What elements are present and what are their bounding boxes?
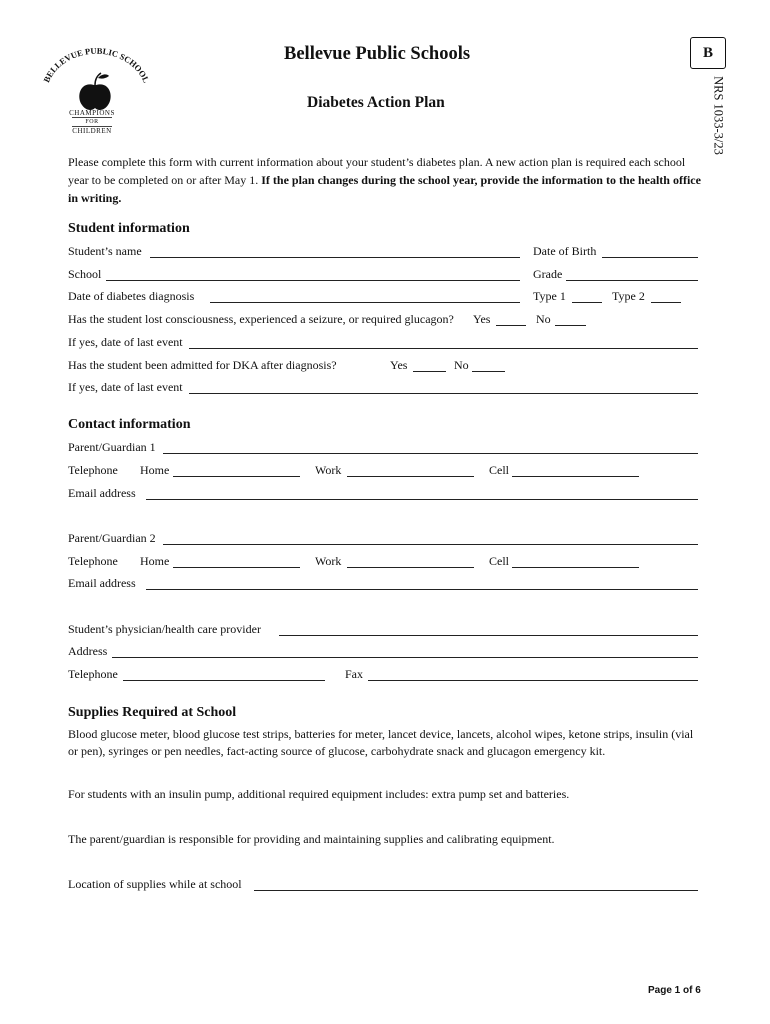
type1-field[interactable] [572,302,602,303]
student-name-field[interactable] [150,257,520,258]
last-event-date-field[interactable] [189,348,698,349]
supplies-heading: Supplies Required at School [68,705,237,720]
guardian1-home-field[interactable] [173,476,300,477]
guardian1-label: Parent/Guardian 1 [68,440,156,454]
student-info-heading: Student information [68,221,190,236]
grade-label: Grade [533,267,563,281]
contact-info-heading: Contact information [68,417,191,432]
guardian2-cell-label: Cell [489,554,509,568]
guardian1-telephone-label: Telephone [68,463,118,477]
guardian2-work-field[interactable] [347,567,474,568]
type2-field[interactable] [651,302,681,303]
lost-consciousness-question: Has the student lost consciousness, experienced a seizure, or required glucagon? [68,312,454,326]
guardian1-field[interactable] [163,453,698,454]
school-field[interactable] [106,280,520,281]
guardian2-field[interactable] [163,544,698,545]
guardian2-email-label: Email address [68,576,136,590]
guardian2-label: Parent/Guardian 2 [68,531,156,545]
svg-text:BELLEVUE PUBLIC SCHOOLS [40,45,150,84]
physician-field[interactable] [279,635,698,636]
lost-consciousness-no-label: No [536,312,551,326]
intro-text: Please complete this form with current information about your student’s diabetes plan. A new action plan is required each school year to be completed on or after May 1. [68,155,686,187]
guardian2-work-label: Work [315,554,342,568]
guardian2-home-field[interactable] [173,567,300,568]
dka-no-field[interactable] [472,371,505,372]
dka-no-label: No [454,358,469,372]
guardian1-home-label: Home [140,463,170,477]
last-event-date-label: If yes, date of last event [68,335,183,349]
guardian1-email-label: Email address [68,486,136,500]
logo-champions: CHAMPIONS [69,109,115,117]
diagnosis-date-field[interactable] [210,302,520,303]
dka-last-event-date-label: If yes, date of last event [68,380,183,394]
lost-consciousness-yes-label: Yes [473,312,491,326]
page-title: Bellevue Public Schools [284,44,471,64]
supplies-location-label: Location of supplies while at school [68,877,242,891]
supplies-location-field[interactable] [254,890,698,891]
apple-icon [79,73,110,110]
diagnosis-date-label: Date of diabetes diagnosis [68,289,195,303]
guardian1-email-field[interactable] [146,499,698,500]
address-label: Address [68,644,108,658]
logo-arc-text: BELLEVUE PUBLIC SCHOO [41,45,149,84]
lost-consciousness-yes-field[interactable] [496,325,526,326]
logo-children: CHILDREN [72,127,112,135]
guardian1-work-label: Work [315,463,342,477]
supplies-list: Blood glucose meter, blood glucose test strips, batteries for meter, lancet device, lancets, alcohol wipes, ketone strips, insulin (vial or pen), syringes or pen needles, fact-acting source of glucose, carbohydrate snack and glucagon emergency kit. [68,727,694,758]
type1-label: Type 1 [533,289,566,303]
dka-question: Has the student been admitted for DKA after diagnosis? [68,358,337,372]
guardian1-cell-field[interactable] [512,476,639,477]
district-logo [40,45,150,145]
student-name-label: Student’s name [68,244,142,258]
dob-field[interactable] [602,257,698,258]
intro-bold-text: If the plan changes during the school year, provide the information to the health office in writing. [68,173,701,205]
fax-field[interactable] [368,680,698,681]
page-subtitle: Diabetes Action Plan [307,94,445,111]
page-number: Page 1 of 6 [648,985,701,996]
physician-telephone-field[interactable] [123,680,325,681]
grade-field[interactable] [566,280,698,281]
lost-consciousness-no-field[interactable] [555,325,586,326]
guardian1-cell-label: Cell [489,463,509,477]
form-letter-box: B [690,37,726,69]
responsibility-text: The parent/guardian is responsible for providing and maintaining supplies and calibrating equipment. [68,832,555,846]
guardian2-home-label: Home [140,554,170,568]
intro-paragraph [68,153,703,207]
guardian1-work-field[interactable] [347,476,474,477]
fax-label: Fax [345,667,363,681]
dob-label: Date of Birth [533,244,597,258]
physician-telephone-label: Telephone [68,667,118,681]
guardian2-telephone-label: Telephone [68,554,118,568]
address-field[interactable] [112,657,698,658]
dka-last-event-date-field[interactable] [189,393,698,394]
dka-yes-label: Yes [390,358,408,372]
document-code: NRS 1033-3/23 [711,76,726,155]
pump-supplies-text: For students with an insulin pump, additional required equipment includes: extra pump set and batteries. [68,787,570,801]
guardian2-cell-field[interactable] [512,567,639,568]
physician-label: Student’s physician/health care provider [68,622,261,636]
school-label: School [68,267,102,281]
logo-for: FOR [72,117,112,127]
guardian2-email-field[interactable] [146,589,698,590]
dka-yes-field[interactable] [413,371,446,372]
type2-label: Type 2 [612,289,645,303]
